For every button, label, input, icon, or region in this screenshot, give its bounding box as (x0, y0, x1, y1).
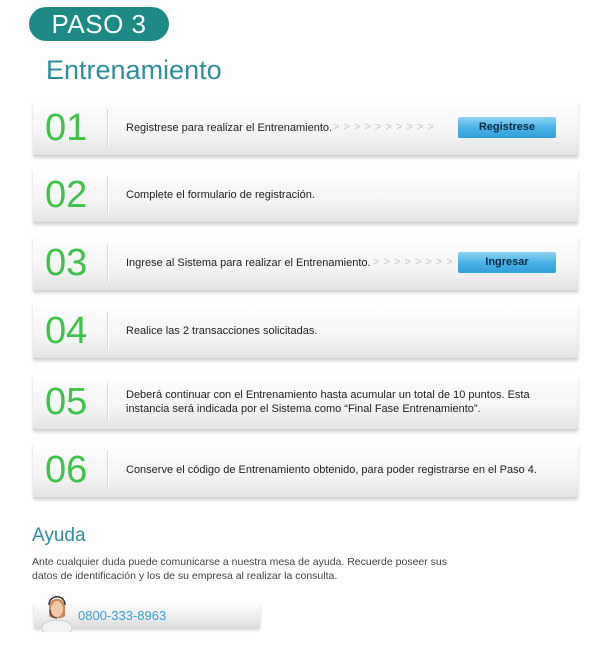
step-number: 06 (45, 449, 88, 491)
step-divider (107, 312, 108, 350)
step-row-02 (33, 168, 578, 223)
help-text: Ante cualquier duda puede comunicarse a nuestra mesa de ayuda. Recuerde poseer sus datos de identificación y los de su empresa al realizar la consulta. (32, 556, 448, 582)
arrows-indicator: > > > > > > > > > > (333, 121, 435, 133)
step-number: 05 (45, 381, 88, 423)
step-badge: PASO 3 (29, 7, 169, 41)
step-row-05 (33, 375, 578, 430)
step-row-04 (33, 304, 578, 359)
step-divider (107, 244, 108, 282)
step-number: 02 (45, 174, 88, 216)
step-divider (107, 176, 108, 214)
support-agent-icon (40, 590, 74, 632)
step-number: 01 (45, 107, 88, 149)
step-text: Deberá continuar con el Entrenamiento hasta acumular un total de 10 puntos. Esta instancia será indicada por el Sistema como “Final Fase Entrenamiento”. (126, 389, 530, 415)
ingresar-button[interactable]: Ingresar (458, 252, 556, 273)
page-title: Entrenamiento (46, 55, 222, 85)
step-divider (107, 109, 108, 147)
step-text: Realice las 2 transacciones solicitadas. (126, 325, 318, 337)
step-text: Registrese para realizar el Entrenamiento. (126, 122, 333, 134)
step-text: Complete el formulario de registración. (126, 189, 315, 201)
step-row-03 (33, 236, 578, 291)
step-row-01 (33, 101, 578, 156)
help-title: Ayuda (32, 525, 86, 546)
step-number: 03 (45, 242, 88, 284)
step-text: Conserve el código de Entrenamiento obtenido, para poder registrarse en el Paso 4. (126, 464, 537, 476)
registrese-button[interactable]: Registrese (458, 117, 556, 138)
step-number: 04 (45, 310, 88, 352)
step-text: Ingrese al Sistema para realizar el Entrenamiento. (126, 257, 371, 269)
step-row-06 (33, 443, 578, 498)
help-phone-number[interactable]: 0800-333-8963 (78, 608, 167, 623)
arrows-indicator: > > > > > > > > (373, 256, 454, 268)
step-divider (107, 451, 108, 489)
step-divider (107, 383, 108, 421)
